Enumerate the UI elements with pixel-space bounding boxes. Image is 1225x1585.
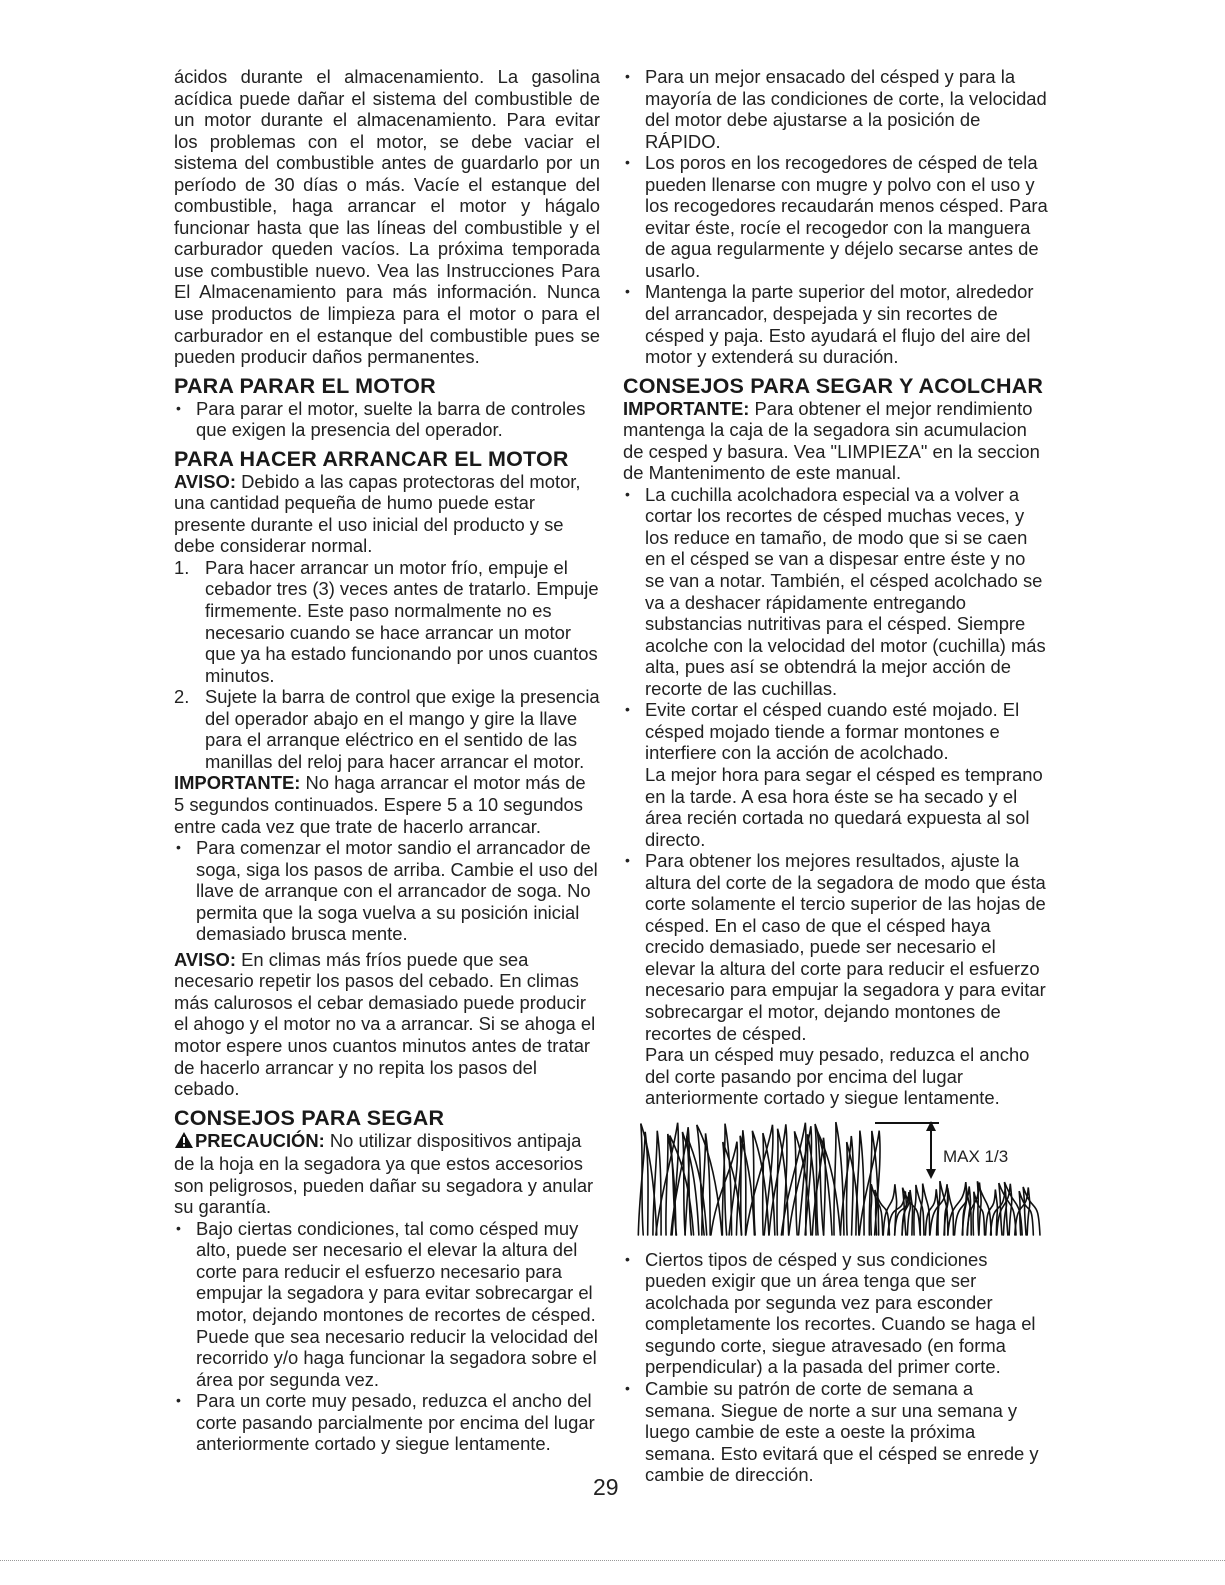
mowing-bullet-1: • Bajo ciertas condiciones, tal como césped muy alto, puede ser necesario el elevar la altura del corte para reducir el esfuerzo necesario para empujar la segadora y para evitar sobrecargar el motor, dejando montones de recortes de césped. Puede que sea necesario reducir la velocidad del recorrido y/o haga funcionar la segadora sobre el área por segunda vez. [174,1218,600,1390]
max-one-third-label: MAX 1/3 [943,1146,1009,1166]
precaution-note [174,1130,600,1218]
precaution-label: PRECAUCIÓN: [195,1129,325,1151]
importante-text: No haga arrancar el motor más de 5 segundos continuados. Espere 5 a 10 segundos entre cada vez que trate de hacerlo arrancar. [174,772,586,837]
mowing-tips-heading: CONSEJOS PARA SEGAR [174,1105,445,1130]
heavy-grass-paragraph: Para un césped muy pesado, reduzca el ancho del corte pasando por encima del lugar anteriormente cortado y siegue lentamente. [645,1044,1030,1109]
bottom-divider [0,1560,1225,1561]
page-number: 29 [593,1474,619,1500]
aviso-label: AVISO: [174,470,236,492]
cut-height-bullet: • Para obtener los mejores resultados, ajuste la altura del corte de la segadora de modo que ésta corte solamente el tercio superior de las hojas de césped. En el caso de que el césped haya crecido demasiado, puede ser necesario el elevar la altura del corte para reducir el esfuerzo necesario para empujar la segadora y para evitar sobrecargar el motor, dejando montones de recortes de césped. [623,850,1048,1044]
pattern-change-bullet: • Cambie su patrón de corte de semana a semana. Siegue de norte a sur una semana y luego cambie de este a oeste la próxima semana. Esto evitará que el césped se enrede y cambie de dirección. [623,1378,1048,1486]
importante-label: IMPORTANTE: [623,397,750,419]
grass-cut-height-illustration [637,1119,1041,1237]
step-text: Sujete la barra de control que exige la presencia del operador abajo en el mango y gire la llave para el arranque eléctrico en el sentido de las manillas del reloj para hacer arrancar el motor. [205,686,600,772]
warning-triangle-icon [174,1131,194,1154]
left-column [174,66,600,1455]
best-time-paragraph: La mejor hora para segar el césped es temprano en la tarde. A esa hora éste se ha secado y el área recién cortada no quedará expuesta al sol directo. [645,763,1043,850]
stop-engine-heading: PARA PARAR EL MOTOR [174,373,436,398]
wet-grass-bullet: • Evite cortar el césped cuando esté mojado. El césped mojado tiende a formar montones e interfiere con la acción de acolchado. [623,699,1048,764]
grass-catcher-bullet: • Los poros en los recogedores de césped de tela pueden llenarse con mugre y polvo con el uso y los recogedores recaudarán menos césped. Para evitar éste, rocíe el recogedor con la manguera de agua regularmente y déjelo secarse antes de usarlo. [623,152,1048,281]
importante-mulch-note [623,398,1048,484]
importante-label: IMPORTANTE: [174,772,301,794]
step-number: 1. [174,556,190,578]
start-step-2 [174,686,600,772]
start-step-1 [174,557,600,686]
step-number: 2. [174,686,190,708]
rope-start-bullet: • Para comenzar el motor sandio el arrancador de soga, siga los pasos de arriba. Cambie el uso del llave de arranque con el arrancador de soga. No permita que la soga vuelva a su posición inicial demasiado brusca mente. [174,837,600,945]
stop-engine-bullet: • Para parar el motor, suelte la barra de controles que exigen la presencia del operador. [174,398,600,441]
mulching-tips-heading: CONSEJOS PARA SEGAR Y ACOLCHAR [623,373,1044,398]
importante-start-note [174,772,600,837]
engine-top-bullet: • Mantenga la parte superior del motor, alrededor del arrancador, despejada y sin recortes de césped y paja. Esto ayudará el flujo del aire del motor y extenderá su duración. [623,281,1048,367]
bagging-bullet: • Para un mejor ensacado del césped y para la mayoría de las condiciones de corte, la velocidad del motor debe ajustarse a la posición de RÁPIDO. [623,66,1048,152]
mulching-blade-bullet: • La cuchilla acolchadora especial va a volver a cortar los recortes de césped muchas veces, y los reduce en tamaño, de modo que si se caen en el césped se van a dispesar entre éste y no se van a notar. También, el césped acolchado se va a deshacer rápidamente entregando substancias nutritivas para el césped. Siempre acolche con la velocidad del motor (cuchilla) más alta, pues así se obtendrá la mejor acción de recorte de las cuchillas. [623,484,1048,699]
storage-paragraph: ácidos durante el almacenamiento. La gasolina acídica puede dañar el sistema del combustible de un motor durante el almacenamiento. Para evitar los problemas con el motor, se debe vaciar el sistema del combustible antes de guardarlo por un período de 30 días o más. Vacíe el estanque del combustible, haga arrancar el motor y hágalo funcionar hasta que las líneas del combustible y el carburador queden vacíos. La próxima temporada use combustible nuevo. Vea las Instrucciones Para El Almacenamiento para más información. Nunca use productos de limpieza para el motor o para el carburador en el estanque del combustible pues se pueden producir daños permanentes. [174,66,600,368]
right-column [623,66,1048,1486]
aviso-label: AVISO: [174,948,236,970]
grass-blades-drawing [637,1119,1041,1237]
importante-text: Para obtener el mejor rendimiento mantenga la caja de la segadora sin acumulacion de cesped y basura. Vea "LIMPIEZA" en la seccion de Mantenimento de este manual. [623,397,1040,484]
aviso-cold-note [174,949,600,1100]
aviso-text: En climas más fríos puede que sea necesario repetir los pasos del cebado. En climas más calurosos el cebar demasiado puede producir el ahogo y el motor no va a arrancar. Si se ahoga el motor espere unos cuantos minutos antes de tratar de hacerlo arrancar y no repita los pasos del cebado. [174,948,596,1100]
aviso-text: Debido a las capas protectoras del motor, una cantidad pequeña de humo puede estar presente durante el uso inicial del producto y se debe considerar normal. [174,470,581,557]
mowing-bullet-2: • Para un corte muy pesado, reduzca el ancho del corte pasando parcialmente por encima del lugar anteriormente cortado y siegue lentamente. [174,1390,600,1455]
step-text: Para hacer arrancar un motor frío, empuje el cebador tres (3) veces antes de tratarlo. Empuje firmemente. Este paso normalmente no es necesario cuando se hace arrancar un motor que ya ha estado funcionando por unos cuantos minutos. [205,556,599,686]
precaution-text: No utilizar dispositivos antipaja de la hoja en la segadora ya que estos accesorios son peligrosos, pueden dañar su segadora y anular su garantía. [174,1129,594,1218]
second-cut-bullet: • Ciertos tipos de césped y sus condiciones pueden exigir que un área tenga que ser acolchada por segunda vez para esconder completamente los recortes. Cuando se haga el segundo corte, siegue atravesado (en forma perpendicular) a la pasada del primer corte. [623,1249,1048,1378]
start-engine-heading: PARA HACER ARRANCAR EL MOTOR [174,446,569,471]
aviso-smoke-note [174,471,600,557]
